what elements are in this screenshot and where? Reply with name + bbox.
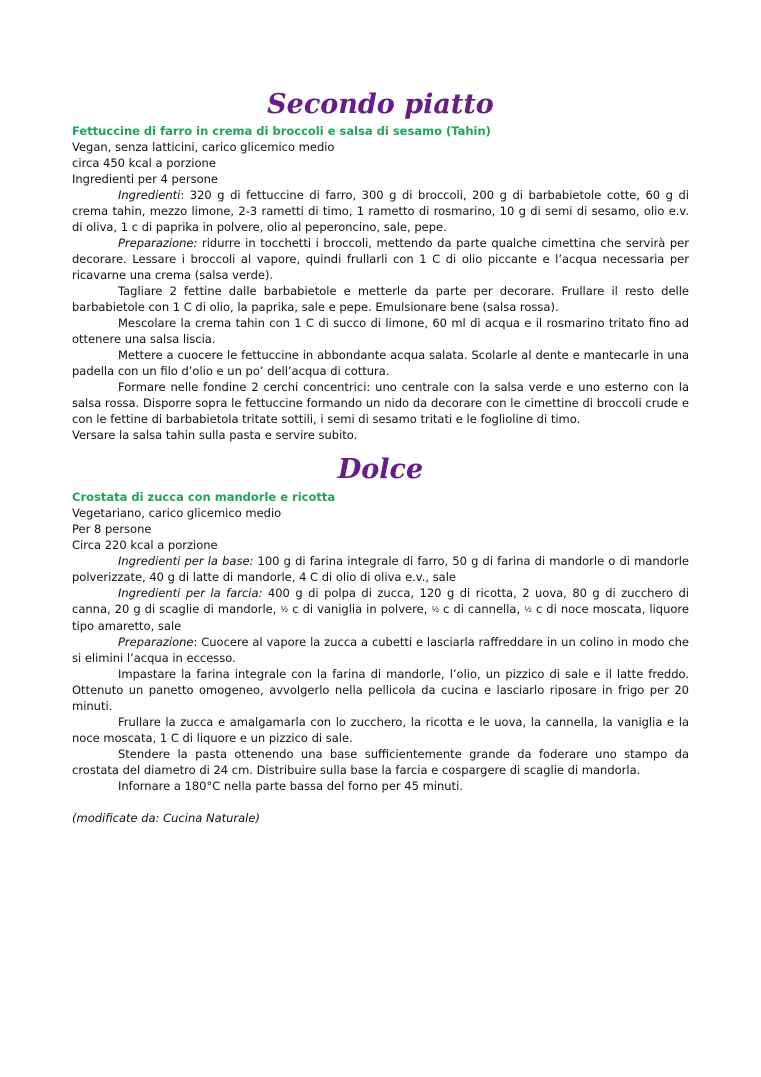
base-ingredients-text: 100 g di farina integrale di farro, 50 g di farina di mandorle o di mandorle polverizzate, 40 g di latte di mandorle, 4 C di olio di oliva e.v., sale <box>72 554 689 584</box>
preparation-paragraph <box>72 235 689 283</box>
preparation-paragraph <box>72 634 689 666</box>
filling-ingredients-label: Ingredienti per la farcia: <box>118 586 263 600</box>
source-citation: (modificate da: Cucina Naturale) <box>72 811 260 825</box>
filling-text: c di noce moscata, liquore tipo amaretto, sale <box>72 602 689 633</box>
fraction-half: ½ <box>431 605 440 614</box>
base-ingredients-paragraph <box>72 553 689 585</box>
servings-info: Ingredienti per 4 persone <box>72 172 218 186</box>
ingredients-label: Ingredienti <box>118 188 181 202</box>
preparation-label: Preparazione: <box>118 236 198 250</box>
step-paragraph: Tagliare 2 fettine dalle barbabietole e metterle da parte per decorare. Frullare il resto delle barbabietole con 1 C di olio, la paprika, sale e pepe. Emulsionare bene (salsa rossa). <box>72 284 689 314</box>
preparation-label: Preparazione <box>118 635 194 649</box>
step-paragraph: Infornare a 180°C nella parte bassa del forno per 45 minuti. <box>118 779 463 793</box>
section-title-dolce: Dolce <box>337 454 424 485</box>
recipe-name-crostata: Crostata di zucca con mandorle e ricotta <box>72 490 336 504</box>
ingredients-text: : 320 g di fettuccine di farro, 300 g di broccoli, 200 g di barbabietole cotte, 60 g di crema tahin, mezzo limone, 2-3 rametti di timo, 1 rametto di rosmarino, 10 g di semi di sesamo, olio e.v. di oliva, 1 c di paprika in polvere, olio al peperoncino, sale, pepe. <box>72 188 689 234</box>
filling-text: 400 g di polpa di zucca, 120 g di ricotta, 2 uova, 80 g di zucchero di canna, 20 g di scaglie di mandorle, <box>72 586 690 616</box>
preparation-text: : Cuocere al vapore la zucca a cubetti e lasciarla raffreddare in un colino in modo che si elimini l’acqua in eccesso. <box>72 635 689 665</box>
filling-ingredients-paragraph <box>72 585 689 634</box>
kcal-info: Circa 220 kcal a porzione <box>72 538 218 552</box>
step-paragraph: Frullare la zucca e amalgamarla con lo zucchero, la ricotta e le uova, la cannella, la vaniglia e la noce moscata, 1 C di liquore e un pizzico di sale. <box>72 715 689 745</box>
ingredients-paragraph <box>72 187 689 235</box>
document-page <box>72 88 689 826</box>
step-paragraph: Mescolare la crema tahin con 1 C di succo di limone, 60 ml di acqua e il rosmarino tritato fino ad ottenere una salsa liscia. <box>72 316 689 346</box>
section-title-secondo-piatto: Secondo piatto <box>267 89 494 120</box>
base-ingredients-label: Ingredienti per la base: <box>118 554 254 568</box>
step-paragraph: Impastare la farina integrale con la farina di mandorle, l’olio, un pizzico di sale e il latte freddo. Ottenuto un panetto omogeneo, avvolgerlo nella pellicola da cucina e lasciarlo riposare in frigo per 20 minuti. <box>72 667 689 713</box>
filling-text: c di cannella, <box>439 602 525 616</box>
step-paragraph: Formare nelle fondine 2 cerchi concentrici: uno centrale con la salsa verde e uno esterno con la salsa rossa. Disporre sopra le fettuccine formando un nido da decorare con le cimettine di broccoli crude e con le fettine di barbabietola tritate sottili, i semi di sesamo tritati e le foglioline di timo. <box>72 380 689 426</box>
preparation-text: ridurre in tocchetti i broccoli, mettendo da parte qualche cimettina che servirà per decorare. Lessare i broccoli al vapore, quindi frullarli con 1 C di olio piccante e l’acqua necessaria per ricavarne una crema (salsa verde). <box>72 236 689 282</box>
recipe-name-fettuccine: Fettuccine di farro in crema di broccoli e salsa di sesamo (Tahin) <box>72 124 491 138</box>
diet-info: Vegan, senza latticini, carico glicemico medio <box>72 140 335 154</box>
step-paragraph: Mettere a cuocere le fettuccine in abbondante acqua salata. Scolarle al dente e mantecarle in una padella con un filo d’olio e un po’ dell’acqua di cottura. <box>72 348 689 378</box>
step-paragraph: Stendere la pasta ottenendo una base sufficientemente grande da foderare uno stampo da crostata del diametro di 24 cm. Distribuire sulla base la farcia e cospargere di scaglie di mandorla. <box>72 747 689 777</box>
filling-text: c di vaniglia in polvere, <box>288 602 432 616</box>
fraction-half: ½ <box>524 605 532 614</box>
final-step: Versare la salsa tahin sulla pasta e servire subito. <box>72 428 358 442</box>
diet-info: Vegetariano, carico glicemico medio <box>72 506 282 520</box>
kcal-info: circa 450 kcal a porzione <box>72 156 216 170</box>
servings-info: Per 8 persone <box>72 522 152 536</box>
fraction-half: ½ <box>280 605 289 614</box>
